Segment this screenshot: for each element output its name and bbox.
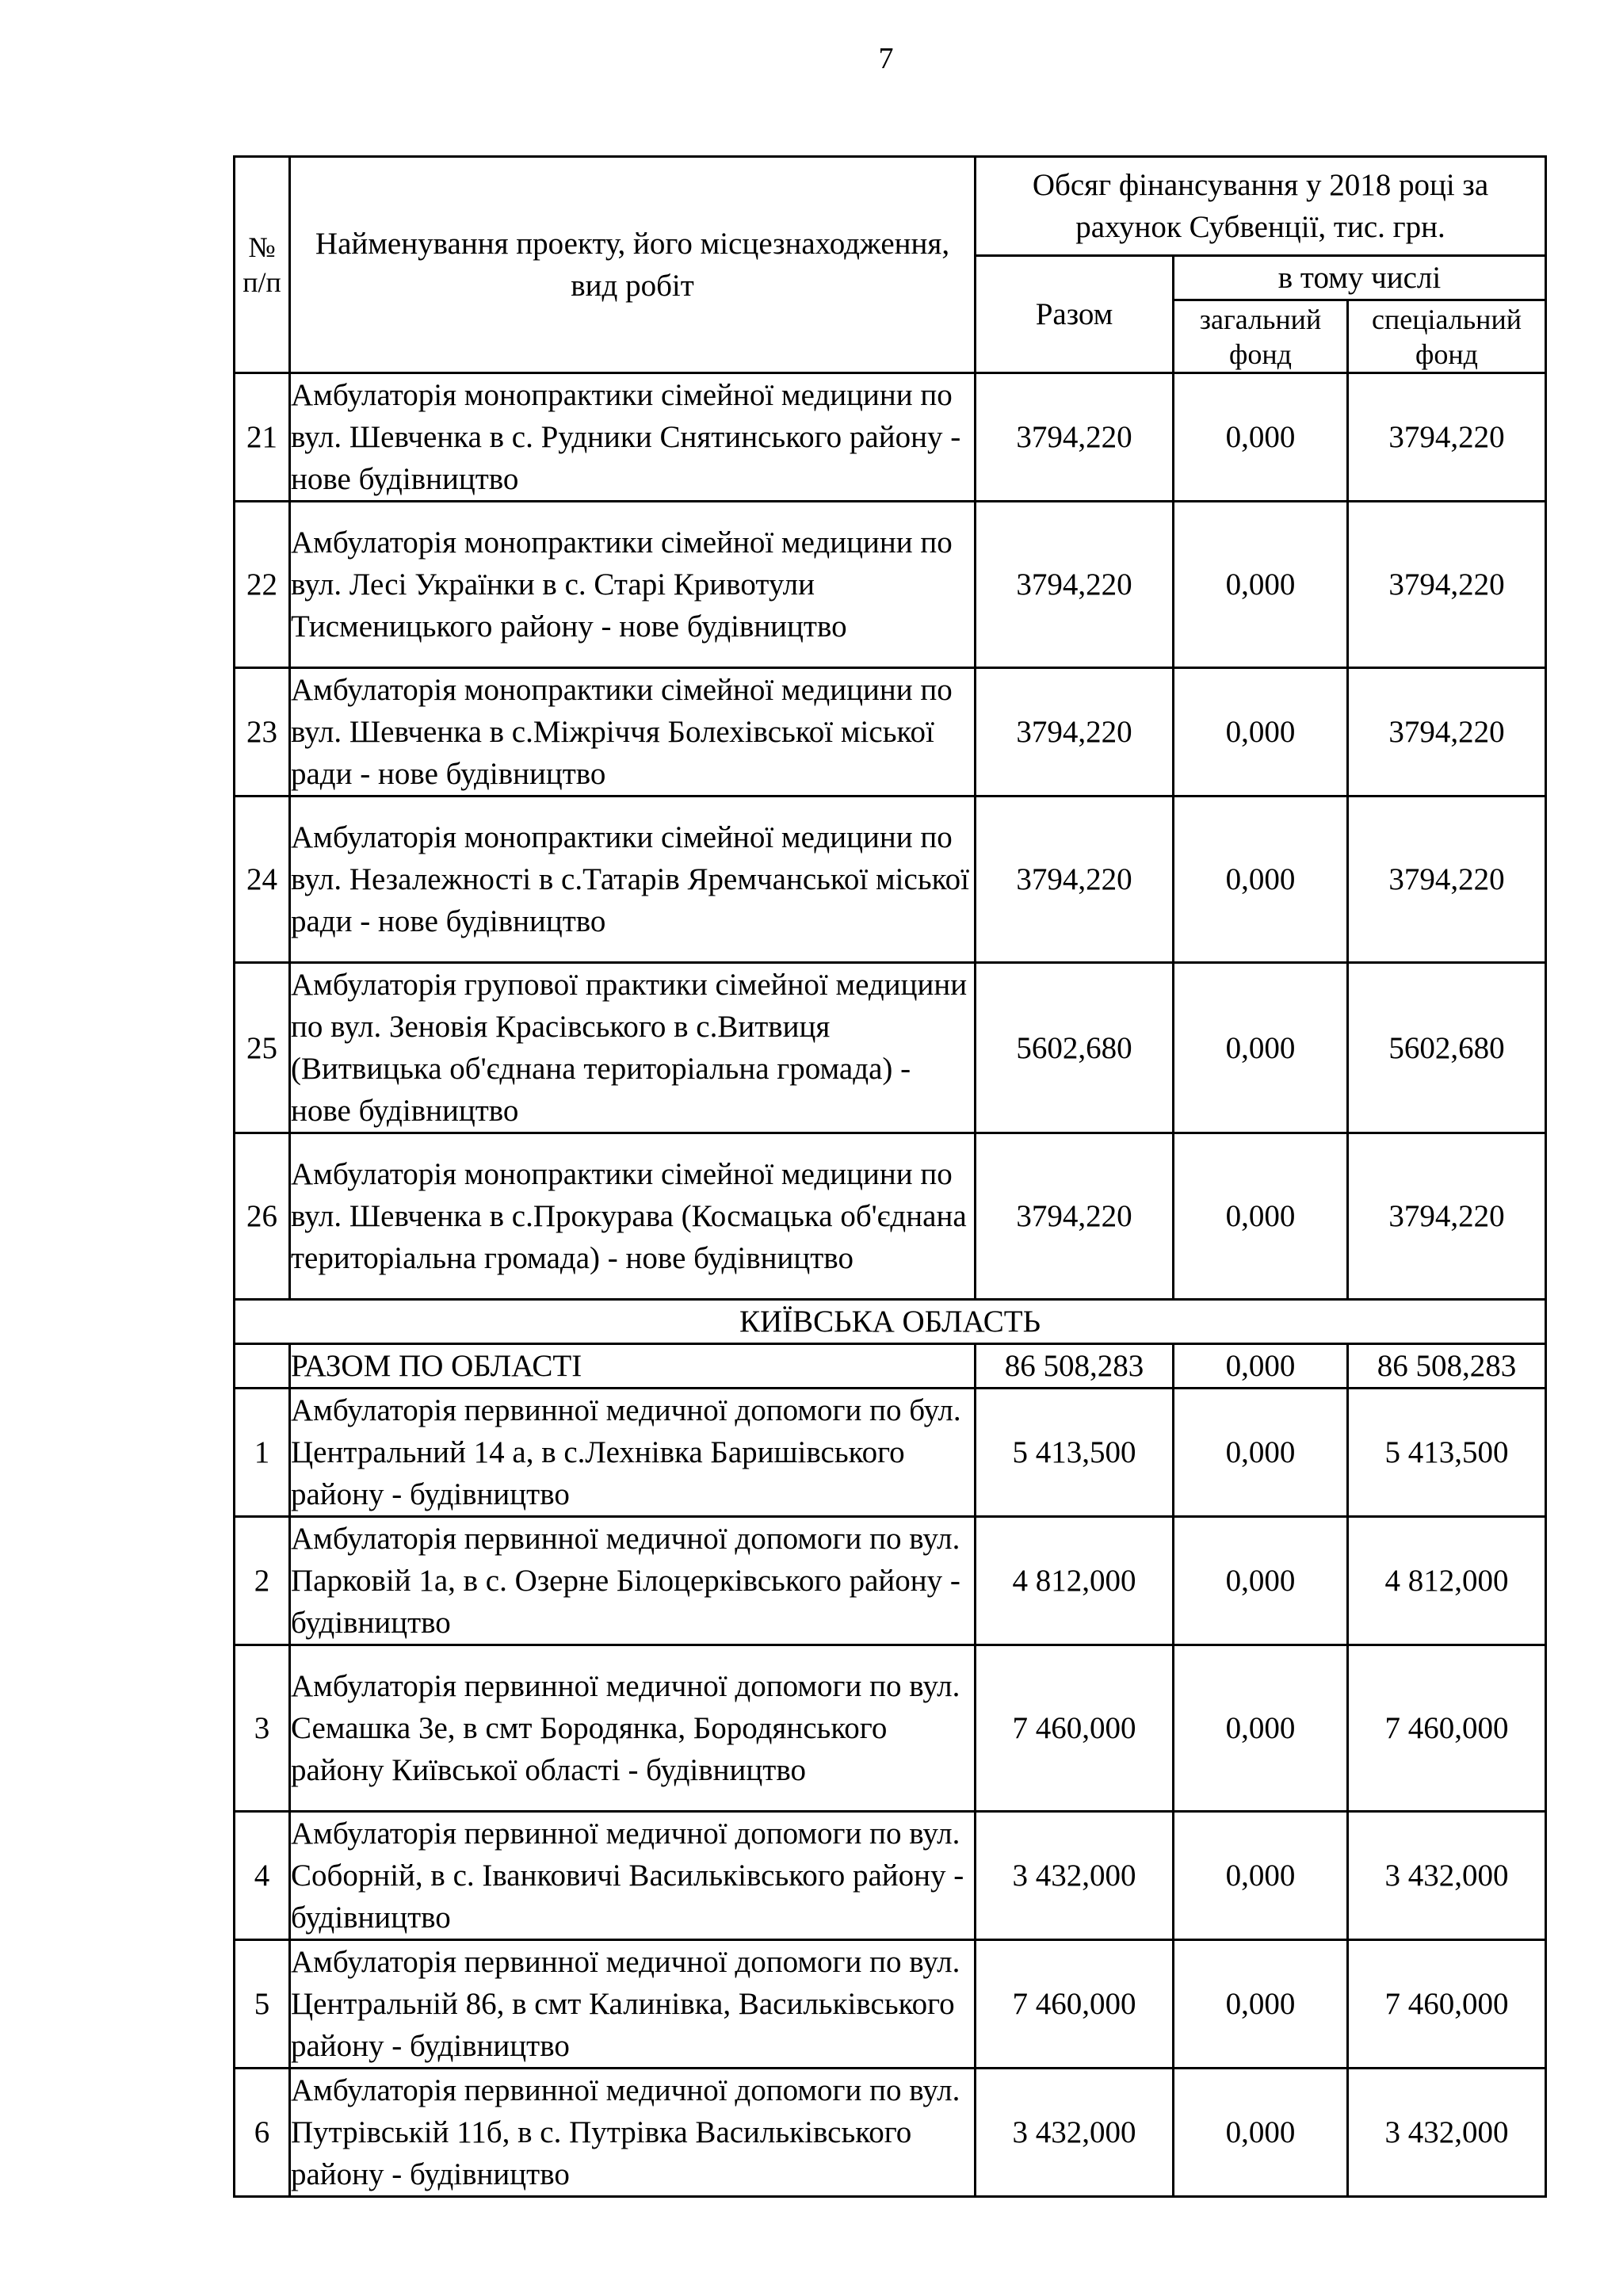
general-fund-value: 0,000 <box>1174 1389 1348 1517</box>
total-value: 3 432,000 <box>976 1812 1174 1940</box>
general-fund-value: 0,000 <box>1174 373 1348 502</box>
region-title-row <box>235 1300 1546 1344</box>
total-value: 5 413,500 <box>976 1389 1174 1517</box>
special-fund-value: 3794,220 <box>1348 502 1546 668</box>
general-fund-value: 0,000 <box>1174 502 1348 668</box>
table-row <box>235 502 1546 668</box>
special-fund-value: 4 812,000 <box>1348 1517 1546 1645</box>
row-number: 24 <box>235 797 290 963</box>
general-fund-value: 0,000 <box>1174 1133 1348 1300</box>
general-fund-value: 0,000 <box>1174 797 1348 963</box>
row-number: 23 <box>235 668 290 797</box>
total-value: 5602,680 <box>976 963 1174 1133</box>
table-row <box>235 1133 1546 1300</box>
special-fund-value: 3 432,000 <box>1348 1812 1546 1940</box>
table-row <box>235 1645 1546 1812</box>
header-incl: в тому числі <box>1174 256 1546 300</box>
special-fund-value: 5 413,500 <box>1348 1389 1546 1517</box>
special-fund-value: 5602,680 <box>1348 963 1546 1133</box>
project-name: Амбулаторія монопрактики сімейної медицини по вул. Шевченка в с.Прокурава (Космацька об'єднана територіальна громада) - нове будівництво <box>290 1133 976 1300</box>
row-number: 5 <box>235 1940 290 2069</box>
header-general: загальний фонд <box>1174 300 1348 373</box>
general-fund-value: 0,000 <box>1174 1645 1348 1812</box>
total-value: 3794,220 <box>976 668 1174 797</box>
table-row <box>235 668 1546 797</box>
row-number: 21 <box>235 373 290 502</box>
total-value: 3794,220 <box>976 502 1174 668</box>
general-fund-value: 0,000 <box>1174 1812 1348 1940</box>
region-general-value: 0,000 <box>1174 1344 1348 1389</box>
table-row <box>235 1389 1546 1517</box>
row-number: 25 <box>235 963 290 1133</box>
project-name: Амбулаторія групової практики сімейної медицини по вул. Зеновія Красівського в с.Витвиця (Витвицька об'єднана територіальна громада) - нове будівництво <box>290 963 976 1133</box>
row-number: 22 <box>235 502 290 668</box>
header-total: Разом <box>976 256 1174 373</box>
total-value: 3794,220 <box>976 1133 1174 1300</box>
table-row <box>235 373 1546 502</box>
header-special: спеціальний фонд <box>1348 300 1546 373</box>
general-fund-value: 0,000 <box>1174 963 1348 1133</box>
row-number: 1 <box>235 1389 290 1517</box>
row-number: 3 <box>235 1645 290 1812</box>
region-total-label: РАЗОМ ПО ОБЛАСТІ <box>290 1344 976 1389</box>
project-name: Амбулаторія монопрактики сімейної медицини по вул. Лесі Українки в с. Старі Кривотули Тисменицького району - нове будівництво <box>290 502 976 668</box>
funding-table <box>233 155 1547 2198</box>
row-number: 2 <box>235 1517 290 1645</box>
general-fund-value: 0,000 <box>1174 668 1348 797</box>
project-name: Амбулаторія монопрактики сімейної медицини по вул. Шевченка в с. Рудники Снятинського району - нове будівництво <box>290 373 976 502</box>
table-row <box>235 797 1546 963</box>
special-fund-value: 7 460,000 <box>1348 1940 1546 2069</box>
special-fund-value: 3794,220 <box>1348 668 1546 797</box>
table-row <box>235 2069 1546 2197</box>
total-value: 4 812,000 <box>976 1517 1174 1645</box>
general-fund-value: 0,000 <box>1174 2069 1348 2197</box>
special-fund-value: 3794,220 <box>1348 797 1546 963</box>
header-row-1 <box>235 157 1546 256</box>
row-number: 4 <box>235 1812 290 1940</box>
total-value: 3 432,000 <box>976 2069 1174 2197</box>
project-name: Амбулаторія первинної медичної допомоги по вул. Путрівській 11б, в с. Путрівка Васильківського району - будівництво <box>290 2069 976 2197</box>
table-row <box>235 963 1546 1133</box>
empty-cell <box>235 1344 290 1389</box>
total-value: 3794,220 <box>976 797 1174 963</box>
special-fund-value: 3794,220 <box>1348 1133 1546 1300</box>
total-value: 7 460,000 <box>976 1940 1174 2069</box>
table-row <box>235 1812 1546 1940</box>
general-fund-value: 0,000 <box>1174 1940 1348 2069</box>
project-name: Амбулаторія первинної медичної допомоги по вул. Парковій 1а, в с. Озерне Білоцерківського району - будівництво <box>290 1517 976 1645</box>
header-name: Найменування проекту, його місцезнаходження, вид робіт <box>290 157 976 373</box>
row-number: 6 <box>235 2069 290 2197</box>
total-value: 3794,220 <box>976 373 1174 502</box>
header-finance: Обсяг фінансування у 2018 році за рахунок Субвенції, тис. грн. <box>976 157 1546 256</box>
project-name: Амбулаторія первинної медичної допомоги по бул. Центральний 14 а, в с.Лехнівка Баришівського району - будівництво <box>290 1389 976 1517</box>
region-special-value: 86 508,283 <box>1348 1344 1546 1389</box>
region-total-value: 86 508,283 <box>976 1344 1174 1389</box>
project-name: Амбулаторія монопрактики сімейної медицини по вул. Незалежності в с.Татарів Яремчанської міської ради - нове будівництво <box>290 797 976 963</box>
page-number: 7 <box>878 42 894 75</box>
project-name: Амбулаторія первинної медичної допомоги по вул. Центральній 86, в смт Калинівка, Васильківського району - будівництво <box>290 1940 976 2069</box>
total-value: 7 460,000 <box>976 1645 1174 1812</box>
table-row <box>235 1517 1546 1645</box>
special-fund-value: 3794,220 <box>1348 373 1546 502</box>
project-name: Амбулаторія монопрактики сімейної медицини по вул. Шевченка в с.Міжріччя Болехівської міської ради - нове будівництво <box>290 668 976 797</box>
project-name: Амбулаторія первинної медичної допомоги по вул. Соборній, в с. Іванковичі Васильківського району - будівництво <box>290 1812 976 1940</box>
special-fund-value: 7 460,000 <box>1348 1645 1546 1812</box>
region-total-row <box>235 1344 1546 1389</box>
region-title: КИЇВСЬКА ОБЛАСТЬ <box>235 1300 1546 1344</box>
row-number: 26 <box>235 1133 290 1300</box>
special-fund-value: 3 432,000 <box>1348 2069 1546 2197</box>
header-num: № п/п <box>235 157 290 373</box>
table-row <box>235 1940 1546 2069</box>
project-name: Амбулаторія первинної медичної допомоги по вул. Семашка 3е, в смт Бородянка, Бородянського району Київської області - будівництво <box>290 1645 976 1812</box>
general-fund-value: 0,000 <box>1174 1517 1348 1645</box>
